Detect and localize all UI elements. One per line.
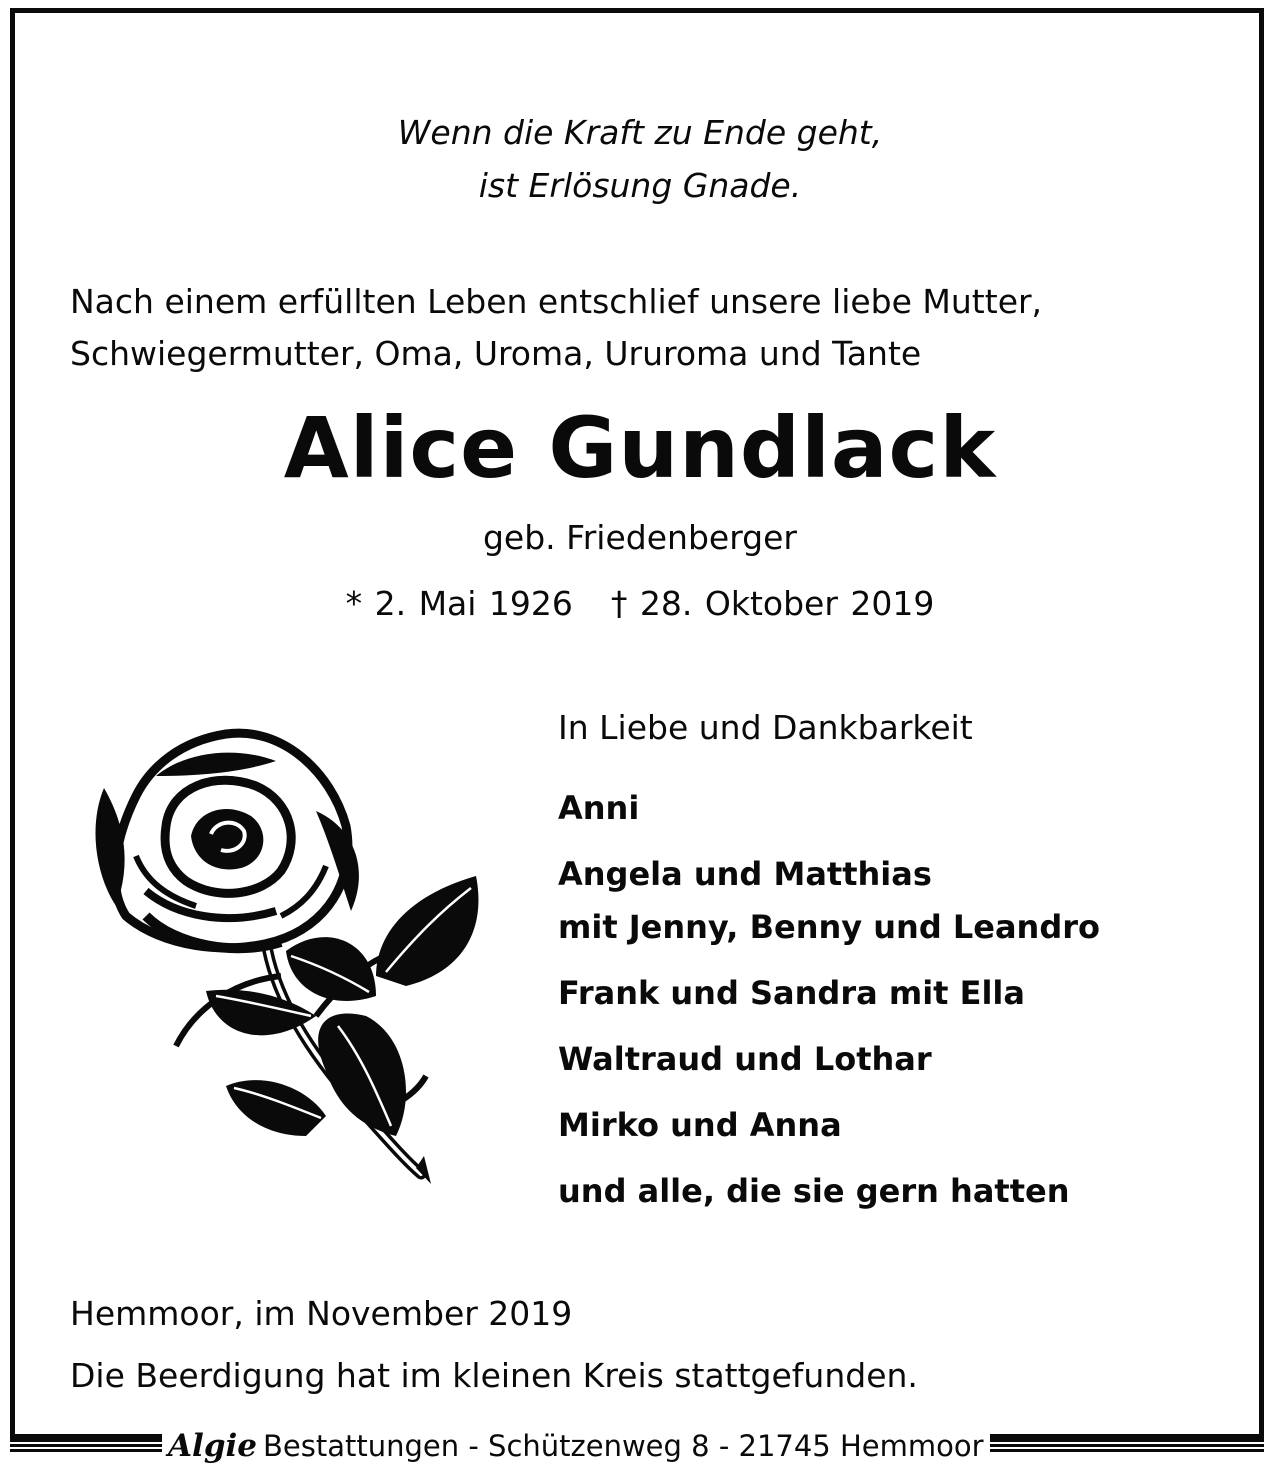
birth-date: * 2. Mai 1926: [345, 584, 573, 623]
place-date: Hemmoor, im November 2019: [70, 1294, 573, 1333]
life-dates: [0, 584, 1280, 624]
mourners-list: [558, 782, 1100, 1231]
mourner-group: [558, 1165, 1100, 1218]
mourner-line: Waltraud und Lothar: [558, 1040, 932, 1078]
mourner-group: [558, 848, 1100, 954]
intro-line-2: Schwiegermutter, Oma, Uroma, Ururoma und Tante: [70, 334, 922, 373]
deceased-name: Alice Gundlack: [283, 399, 997, 497]
mourner-line: mit Jenny, Benny und Leandro: [558, 908, 1100, 946]
mourner-line: Angela und Matthias: [558, 855, 932, 893]
mourner-line: Mirko und Anna: [558, 1106, 842, 1144]
motto: [0, 106, 1280, 212]
mourner-group: [558, 782, 1100, 835]
mourner-group: [558, 1099, 1100, 1152]
undertaker-footer: [162, 1424, 990, 1468]
rose-icon: [76, 716, 486, 1186]
mourner-line: Anni: [558, 789, 640, 827]
undertaker-address: Bestattungen - Schützenweg 8 - 21745 Hemmoor: [263, 1429, 984, 1463]
mourners-intro: In Liebe und Dankbarkeit: [558, 708, 973, 747]
intro-line-1: Nach einem erfüllten Leben entschlief unsere liebe Mutter,: [70, 282, 1043, 321]
mourner-group: [558, 967, 1100, 1020]
funeral-note: Die Beerdigung hat im kleinen Kreis stattgefunden.: [70, 1356, 918, 1395]
mourner-line: und alle, die sie gern hatten: [558, 1172, 1070, 1210]
mourner-group: [558, 1033, 1100, 1086]
undertaker-logo: Algie: [168, 1428, 258, 1464]
maiden-name: geb. Friedenberger: [482, 518, 797, 557]
death-date: † 28. Oktober 2019: [610, 584, 935, 623]
motto-line-2: ist Erlösung Gnade.: [478, 166, 802, 205]
mourner-line: Frank und Sandra mit Ella: [558, 974, 1025, 1012]
motto-line-1: Wenn die Kraft zu Ende geht,: [397, 113, 883, 152]
intro-text: [70, 276, 1210, 380]
